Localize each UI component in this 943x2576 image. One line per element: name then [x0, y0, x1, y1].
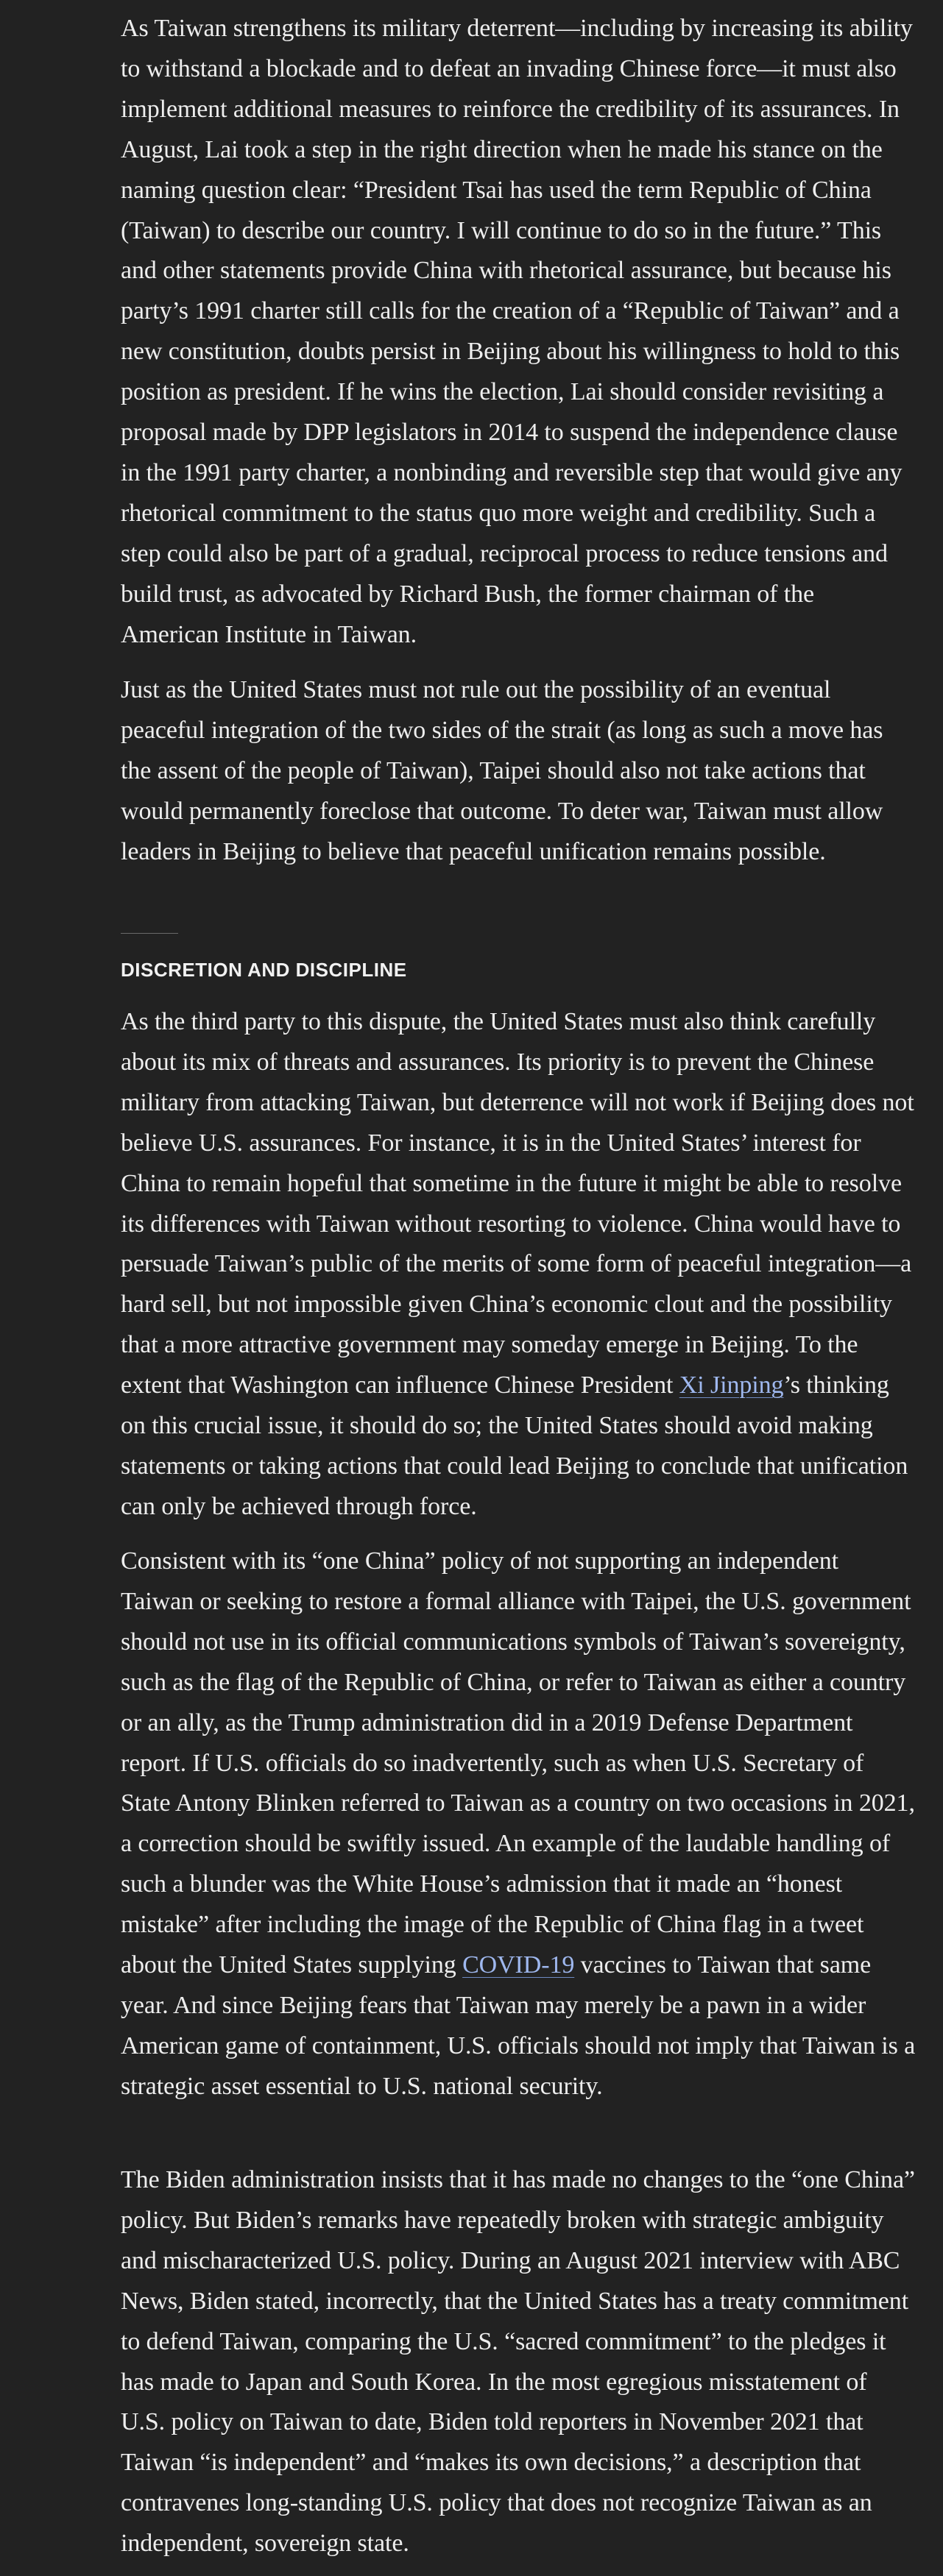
xi-jinping-link[interactable]: Xi Jinping: [679, 1372, 784, 1399]
section-heading: DISCRETION AND DISCIPLINE: [121, 959, 407, 981]
article-paragraph: [121, 1002, 916, 1527]
paragraph-text: vaccines to Taiwan that same year. And since Beijing fears that Taiwan may merely be a pawn in a wider American game of containment, U.S. officials should not imply that Taiwan is a strategic asset essential to U.S. national security.: [121, 1951, 916, 2100]
article-paragraph: Just as the United States must not rule out the possibility of an eventual peaceful integration of the two sides of the strait (as long as such a move has the assent of the people of Taiwan), Taipei should also not take actions that would permanently foreclose that outcome. To deter war, Taiwan must allow leaders in Beijing to believe that peaceful unification remains possible.: [121, 676, 883, 865]
section-divider: [121, 933, 178, 934]
covid-19-link[interactable]: COVID-19: [462, 1951, 575, 1979]
article-paragraph: [121, 1541, 916, 2107]
paragraph-text: Consistent with its “one China” policy of not supporting an independent Taiwan or seeking to restore a formal alliance with Taipei, the U.S. government should not use in its official communications symbols of Taiwan’s sovereignty, such as the flag of the Republic of China, or refer to Taiwan as either a country or an ally, as the Trump administration did in a 2019 Defense Department report. If U.S. officials do so inadvertently, such as when U.S. Secretary of State Antony Blinken referred to Taiwan as a country on two occasions in 2021, a correction should be swiftly issued. An example of the laudable handling of such a blunder was the White House’s admission that it made an “honest mistake” after including the image of the Republic of China flag in a tweet about the United States supplying: [121, 1547, 915, 1979]
article-paragraph: As Taiwan strengthens its military deterrent—including by increasing its ability to withstand a blockade and to defeat an invading Chinese force—it must also implement additional measures to reinforce the credibility of its assurances. In August, Lai took a step in the right direction when he made his stance on the naming question clear: “President Tsai has used the term Republic of China (Taiwan) to describe our country. I will continue to do so in the future.” This and other statements provide China with rhetorical assurance, but because his party’s 1991 charter still calls for the creation of a “Republic of Taiwan” and a new constitution, doubts persist in Beijing about his willingness to hold to this position as president. If he wins the election, Lai should consider revisiting a proposal made by DPP legislators in 2014 to suspend the independence clause in the 1991 party charter, a nonbinding and reversible step that would give any rhetorical commitment to the status quo more weight and credibility. Such a step could also be part of a gradual, reciprocal process to reduce tensions and build trust, as advocated by Richard Bush, the former chairman of the American Institute in Taiwan.: [121, 15, 913, 648]
article-paragraph: The Biden administration insists that it has made no changes to the “one China” policy. But Biden’s remarks have repeatedly broken with strategic ambiguity and mischaracterized U.S. policy. During an August 2021 interview with ABC News, Biden stated, incorrectly, that the United States has a treaty commitment to defend Taiwan, comparing the U.S. “sacred commitment” to the pledges it has made to Japan and South Korea. In the most egregious misstatement of U.S. policy on Taiwan to date, Biden told reporters in November 2021 that Taiwan “is independent” and “makes its own decisions,” a description that contravenes long-standing U.S. policy that does not recognize Taiwan as an independent, sovereign state.: [121, 2166, 915, 2558]
paragraph-text: ’s thinking on this crucial issue, it should do so; the United States should avoid making statements or taking actions that could lead Beijing to conclude that unification can only be achieved through force.: [121, 1372, 908, 1520]
paragraph-text: As the third party to this dispute, the United States must also think carefully about its mix of threats and assurances. Its priority is to prevent the Chinese military from attacking Taiwan, but deterrence will not work if Beijing does not believe U.S. assurances. For instance, it is in the United States’ interest for China to remain hopeful that sometime in the future it might be able to resolve its differences with Taiwan without resorting to violence. China would have to persuade Taiwan’s public of the merits of some form of peaceful integration—a hard sell, but not impossible given China’s economic clout and the possibility that a more attractive government may someday emerge in Beijing. To the extent that Washington can influence Chinese President: [121, 1008, 914, 1399]
